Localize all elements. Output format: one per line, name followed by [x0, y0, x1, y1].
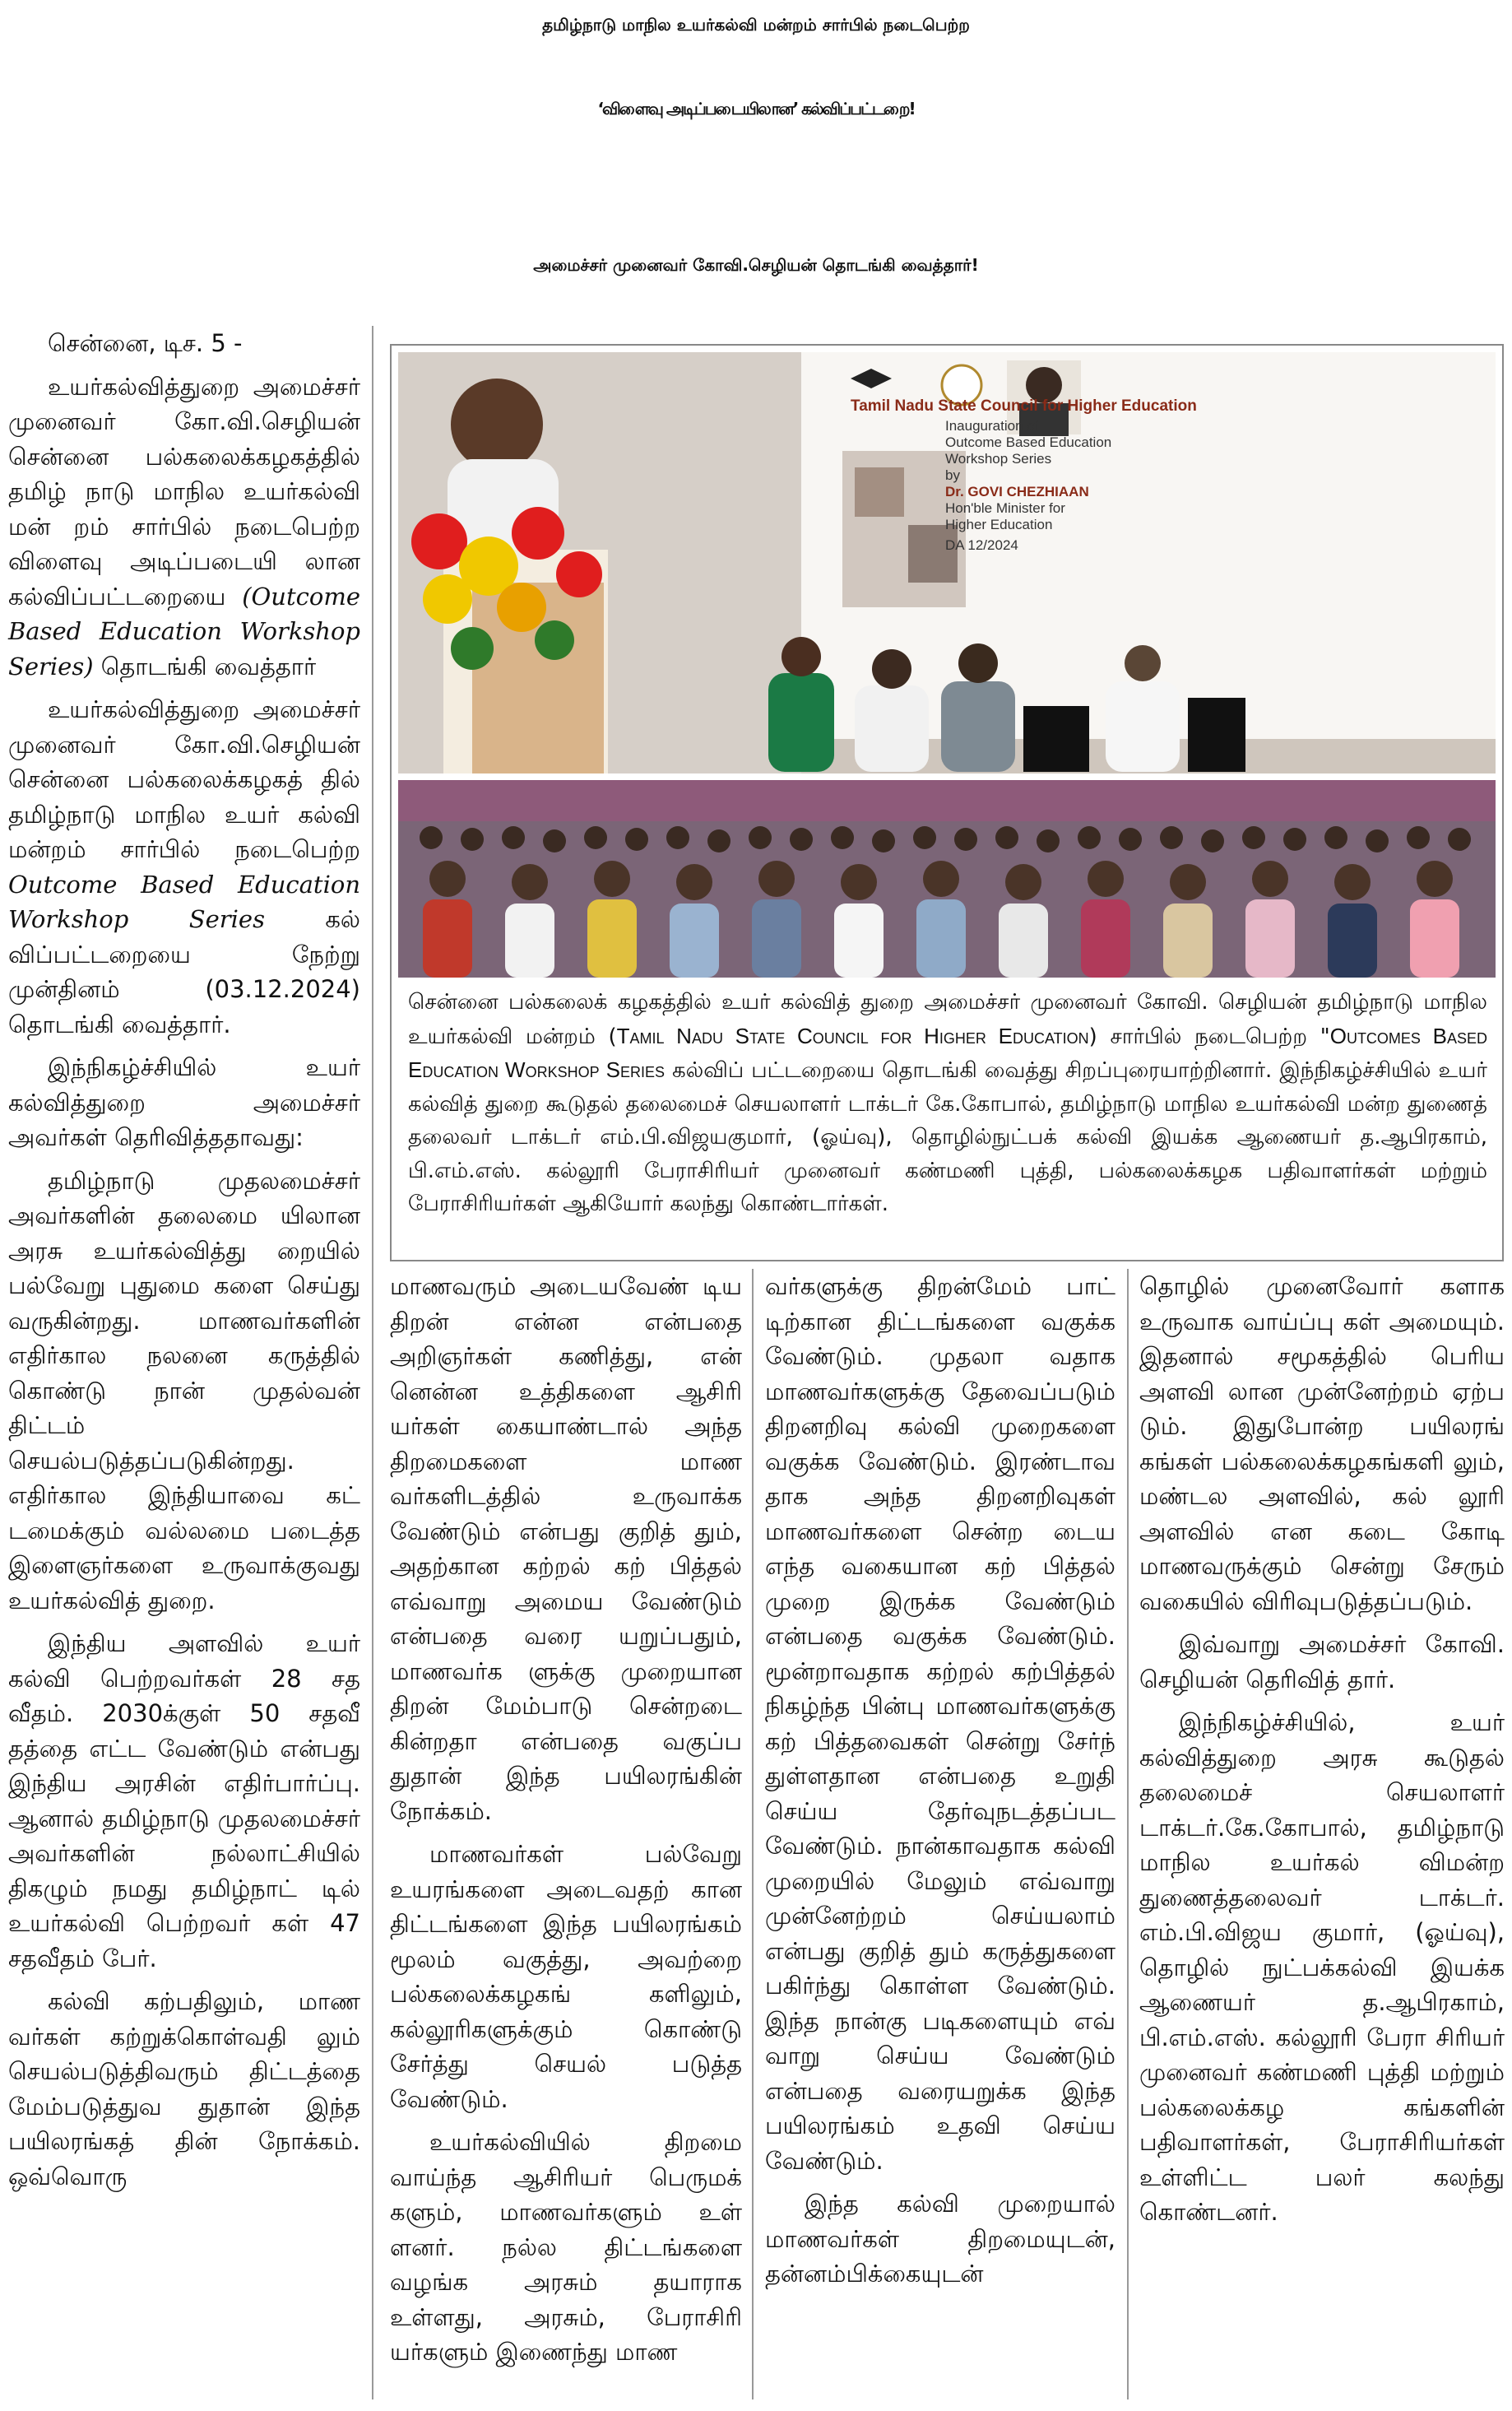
photo-caption: சென்னை பல்கலைக் கழகத்தில் உயர் கல்வித் துறை அமைச்சர் முனைவர் கோவி. செழியன் தமிழ்நாடு மாநில உயர்கல்வி மன்றம் (Tamil Nadu State Council for Higher Education) சார்பில் நடைபெற்ற "Outcomes Based Education Workshop Series கல்விப் பட்டறையை தொடங்கி வைத்து சிறப்புரையாற்றினார். இந்நிகழ்ச்சியில் உயர் கல்வித் துறை கூடுதல் தலைமைச் செயலாளர் டாக்டர் கே.கோபால், தமிழ்நாடு மாநில உயர்கல்வி மன்ற துணைத் தலைவர் டாக்டர் எம்.பி.விஜயகுமார், (ஓய்வு), தொழில்நுட்பக் கல்வி இயக்க ஆணையர் த.ஆபிரகாம், பி.எம்.எஸ். கல்லூரி பேராசிரியர் முனைவர் கண்மணி புத்தி, பல்கலைக்கழக பதிவாளர்கள் மற்றும் பேராசிரியர்கள் ஆகியோர் கலந்து கொண்டார்கள்.: [408, 990, 1487, 1216]
article-column-2: [390, 1269, 742, 2378]
banner-line: Hon'ble Minister for: [945, 500, 1065, 516]
dateline: சென்னை, டிச. 5 -: [48, 329, 243, 357]
column-divider: [752, 1269, 754, 2399]
event-photo-frame: [390, 344, 1504, 1261]
column-divider: [1127, 1269, 1129, 2399]
banner-line: Dr. GOVI CHEZHIAAN: [945, 484, 1089, 499]
banner-line: by: [945, 467, 960, 483]
article-paragraph: தொழில் முனைவோர் களாக உருவாக வாய்ப்பு கள் அமையும். இதனால் சமூகத்தில் பெரிய அளவி லான முன்னேற்றம் ஏற்ப டும். இதுபோன்ற பயிலரங் கங்கள் பல்கலைக்கழகங்களி லும், மண்டல அளவில், கல் லூரி அளவில் என கடை கோடி மாணவருக்கும் சென்று சேரும் வகையில் விரிவுபடுத்தப்படும்.: [1139, 1272, 1505, 1615]
article-paragraph: இவ்வாறு அமைச்சர் கோவி. செழியன் தெரிவித் தார்.: [1139, 1630, 1505, 1693]
article-paragraph: இந்நிகழ்ச்சியில் உயர் கல்வித்துறை அமைச்சர் அவர்கள் தெரிவித்ததாவது:: [8, 1053, 360, 1151]
article-paragraph: வர்களுக்கு திறன்மேம் பாட் டிற்கான திட்டங்களை வகுக்க வேண்டும். முதலா வதாக மாணவர்களுக்கு தேவைப்படும் திறனறிவு கல்வி முறைகளை வகுக்க வேண்டும். இரண்டாவ தாக அந்த திறனறிவுகள் மாணவர்களை சென்ற டைய எந்த வகையான கற் பித்தல் முறை இருக்க வேண்டும் என்பதை வகுக்க வேண்டும். மூன்றாவதாக கற்றல் கற்பித்தல் நிகழ்ந்த பின்பு மாணவர்களுக்கு கற் பித்தவைகள் சென்று சேர்ந் துள்ளதான என்பதை உறுதி செய்ய தேர்வுநடத்தப்பட வேண்டும். நான்காவதாக கல்வி முறையில் மேலும் எவ்வாறு முன்னேற்றம் செய்யலாம் என்பது குறித் தும் கருத்துகளை பகிர்ந்து கொள்ள வேண்டும். இந்த நான்கு படிகளையும் எவ் வாறு செய்ய வேண்டும் என்பதை வரையறுக்க இந்த பயிலரங்கம் உதவி செய்ய வேண்டும்.: [765, 1272, 1115, 2175]
banner-line: Workshop Series: [945, 451, 1052, 467]
article-paragraph: இந்நிகழ்ச்சியில், உயர் கல்வித்துறை அரசு கூடுதல் தலைமைச் செயலாளர் டாக்டர்.கே.கோபால், தமிழ்நாடு மாநில உயர்கல் விமன்ற துணைத்தலைவர் டாக்டர். எம்.பி.விஜய குமார், (ஓய்வு), தொழில் நுட்பக்கல்வி இயக்க ஆணையர் த.ஆபிரகாம், பி.எம்.எஸ். கல்லூரி பேரா சிரியர் முனைவர் கண்மணி புத்தி மற்றும் பல்கலைக்கழ கங்களின் பதிவாளர்கள், பேராசிரியர்கள் உள்ளிட்ட பலர் கலந்து கொண்டனர்.: [1139, 1708, 1505, 2226]
article-paragraph: தமிழ்நாடு முதலமைச்சர் அவர்களின் தலைமை யிலான அரசு உயர்கல்வித்து றையில் பல்வேறு புதுமை களை செய்து வருகின்றது. மாணவர்களின் எதிர்கால நலனை கருத்தில் கொண்டு நான் முதல்வன் திட்டம் செயல்படுத்தப்படுகின்றது. எதிர்கால இந்தியாவை கட் டமைக்கும் வல்லமை படைத்த இளைஞர்களை உருவாக்குவது உயர்கல்வித் துறை.: [8, 1166, 360, 1614]
banner-line: DA 12/2024: [945, 537, 1018, 553]
article-column-1: [8, 326, 360, 2202]
article-paragraph: உயர்கல்வித்துறை அமைச்சர் முனைவர் கோ.வி.செழியன் சென்னை பல்கலைக்கழகத் தில் தமிழ்நாடு மாநில உயர் கல்வி மன்றம் சார்பில் நடைபெற்ற Outcome Based Education Workshop Series கல் விப்பட்டறையை நேற்று முன்தினம் (03.12.2024) தொடங்கி வைத்தார்.: [8, 695, 360, 1038]
banner-line: Higher Education: [945, 517, 1053, 532]
deck-headline: அமைச்சர் முனைவர் கோவி.செழியன் தொடங்கி வைத்தார்!: [533, 255, 979, 275]
article-paragraph: இந்திய அளவில் உயர் கல்வி பெற்றவர்கள் 28 சத வீதம். 2030க்குள் 50 சதவீ தத்தை எட்ட வேண்டும் என்பது இந்திய அரசின் எதிர்பார்ப்பு. ஆனால் தமிழ்நாடு முதலமைச்சர் அவர்களின் நல்லாட்சியில் திகழும் நமது தமிழ்நாட் டில் உயர்கல்வி பெற்றவர் கள் 47 சதவீதம் பேர்.: [8, 1629, 360, 1972]
banner-line: Inauguration of: [945, 418, 1039, 434]
article-paragraph: உயர்கல்வித்துறை அமைச்சர் முனைவர் கோ.வி.செழியன் சென்னை பல்கலைக்கழகத்தில் தமிழ் நாடு மாநில உயர்கல்வி மன் றம் சார்பில் நடைபெற்ற விளைவு அடிப்படையி லான கல்விப்பட்டறையை (Outcome Based Education Workshop Series) தொடங்கி வைத்தார்: [8, 372, 360, 681]
banner-title: Tamil Nadu State Council for Higher Education: [851, 397, 1197, 415]
main-headline: ‘விளைவு அடிப்படையிலான’ கல்விப்பட்டறை!: [597, 99, 915, 118]
audience-photo: [398, 780, 1496, 978]
column-divider: [372, 326, 373, 2399]
article-paragraph: மாணவரும் அடையவேண் டிய திறன் என்ன என்பதை அறிஞர்கள் கணித்து, என் னென்ன உத்திகளை ஆசிரி யர்கள் கையாண்டால் அந்த திறமைகளை மாண வர்களிடத்தில் உருவாக்க வேண்டும் என்பது குறித் தும், அதற்கான கற்றல் கற் பித்தல் எவ்வாறு அமைய வேண்டும் என்பதை வரை யறுப்பதும், மாணவர்க ளுக்கு முறையான திறன் மேம்பாடு சென்றடை கின்றதா என்பதை வகுப்ப துதான் இந்த பயிலரங்கின் நோக்கம்.: [390, 1272, 742, 1825]
article-paragraph: மாணவர்கள் பல்வேறு உயரங்களை அடைவதற் கான திட்டங்களை இந்த பயிலரங்கம் மூலம் வகுத்து, அவற்றை பல்கலைக்கழகங் களிலும், கல்லூரிகளுக்கும் கொண்டு சேர்த்து செயல் படுத்த வேண்டும்.: [390, 1840, 742, 2113]
audience-scene-illustration: [398, 780, 1496, 978]
article-paragraph: இந்த கல்வி முறையால் மாணவர்கள் திறமையுடன், தன்னம்பிக்கையுடன்: [765, 2190, 1115, 2288]
event-banner: [801, 352, 1496, 747]
kicker-headline: தமிழ்நாடு மாநில உயர்கல்வி மன்றம் சார்பில் நடைபெற்ற: [542, 15, 970, 35]
article-column-3: [765, 1269, 1115, 2300]
article-paragraph: உயர்கல்வியில் திறமை வாய்ந்த ஆசிரியர் பெருமக் களும், மாணவர்களும் உள் ளனர். நல்ல திட்டங்களை வழங்க அரசும் தயாராக உள்ளது, அரசும், பேராசிரி யர்களும் இணைந்து மாண: [390, 2128, 742, 2366]
banner-line: Outcome Based Education: [945, 434, 1112, 450]
event-stage-photo: [398, 352, 1496, 773]
article-paragraph: கல்வி கற்பதிலும், மாண வர்கள் கற்றுக்கொள்வதி லும் செயல்படுத்திவரும் திட்டத்தை மேம்படுத்துவ துதான் இந்த பயிலரங்கத் தின் நோக்கம். ஒவ்வொரு: [8, 1987, 360, 2190]
article-column-4: [1139, 1269, 1505, 2238]
